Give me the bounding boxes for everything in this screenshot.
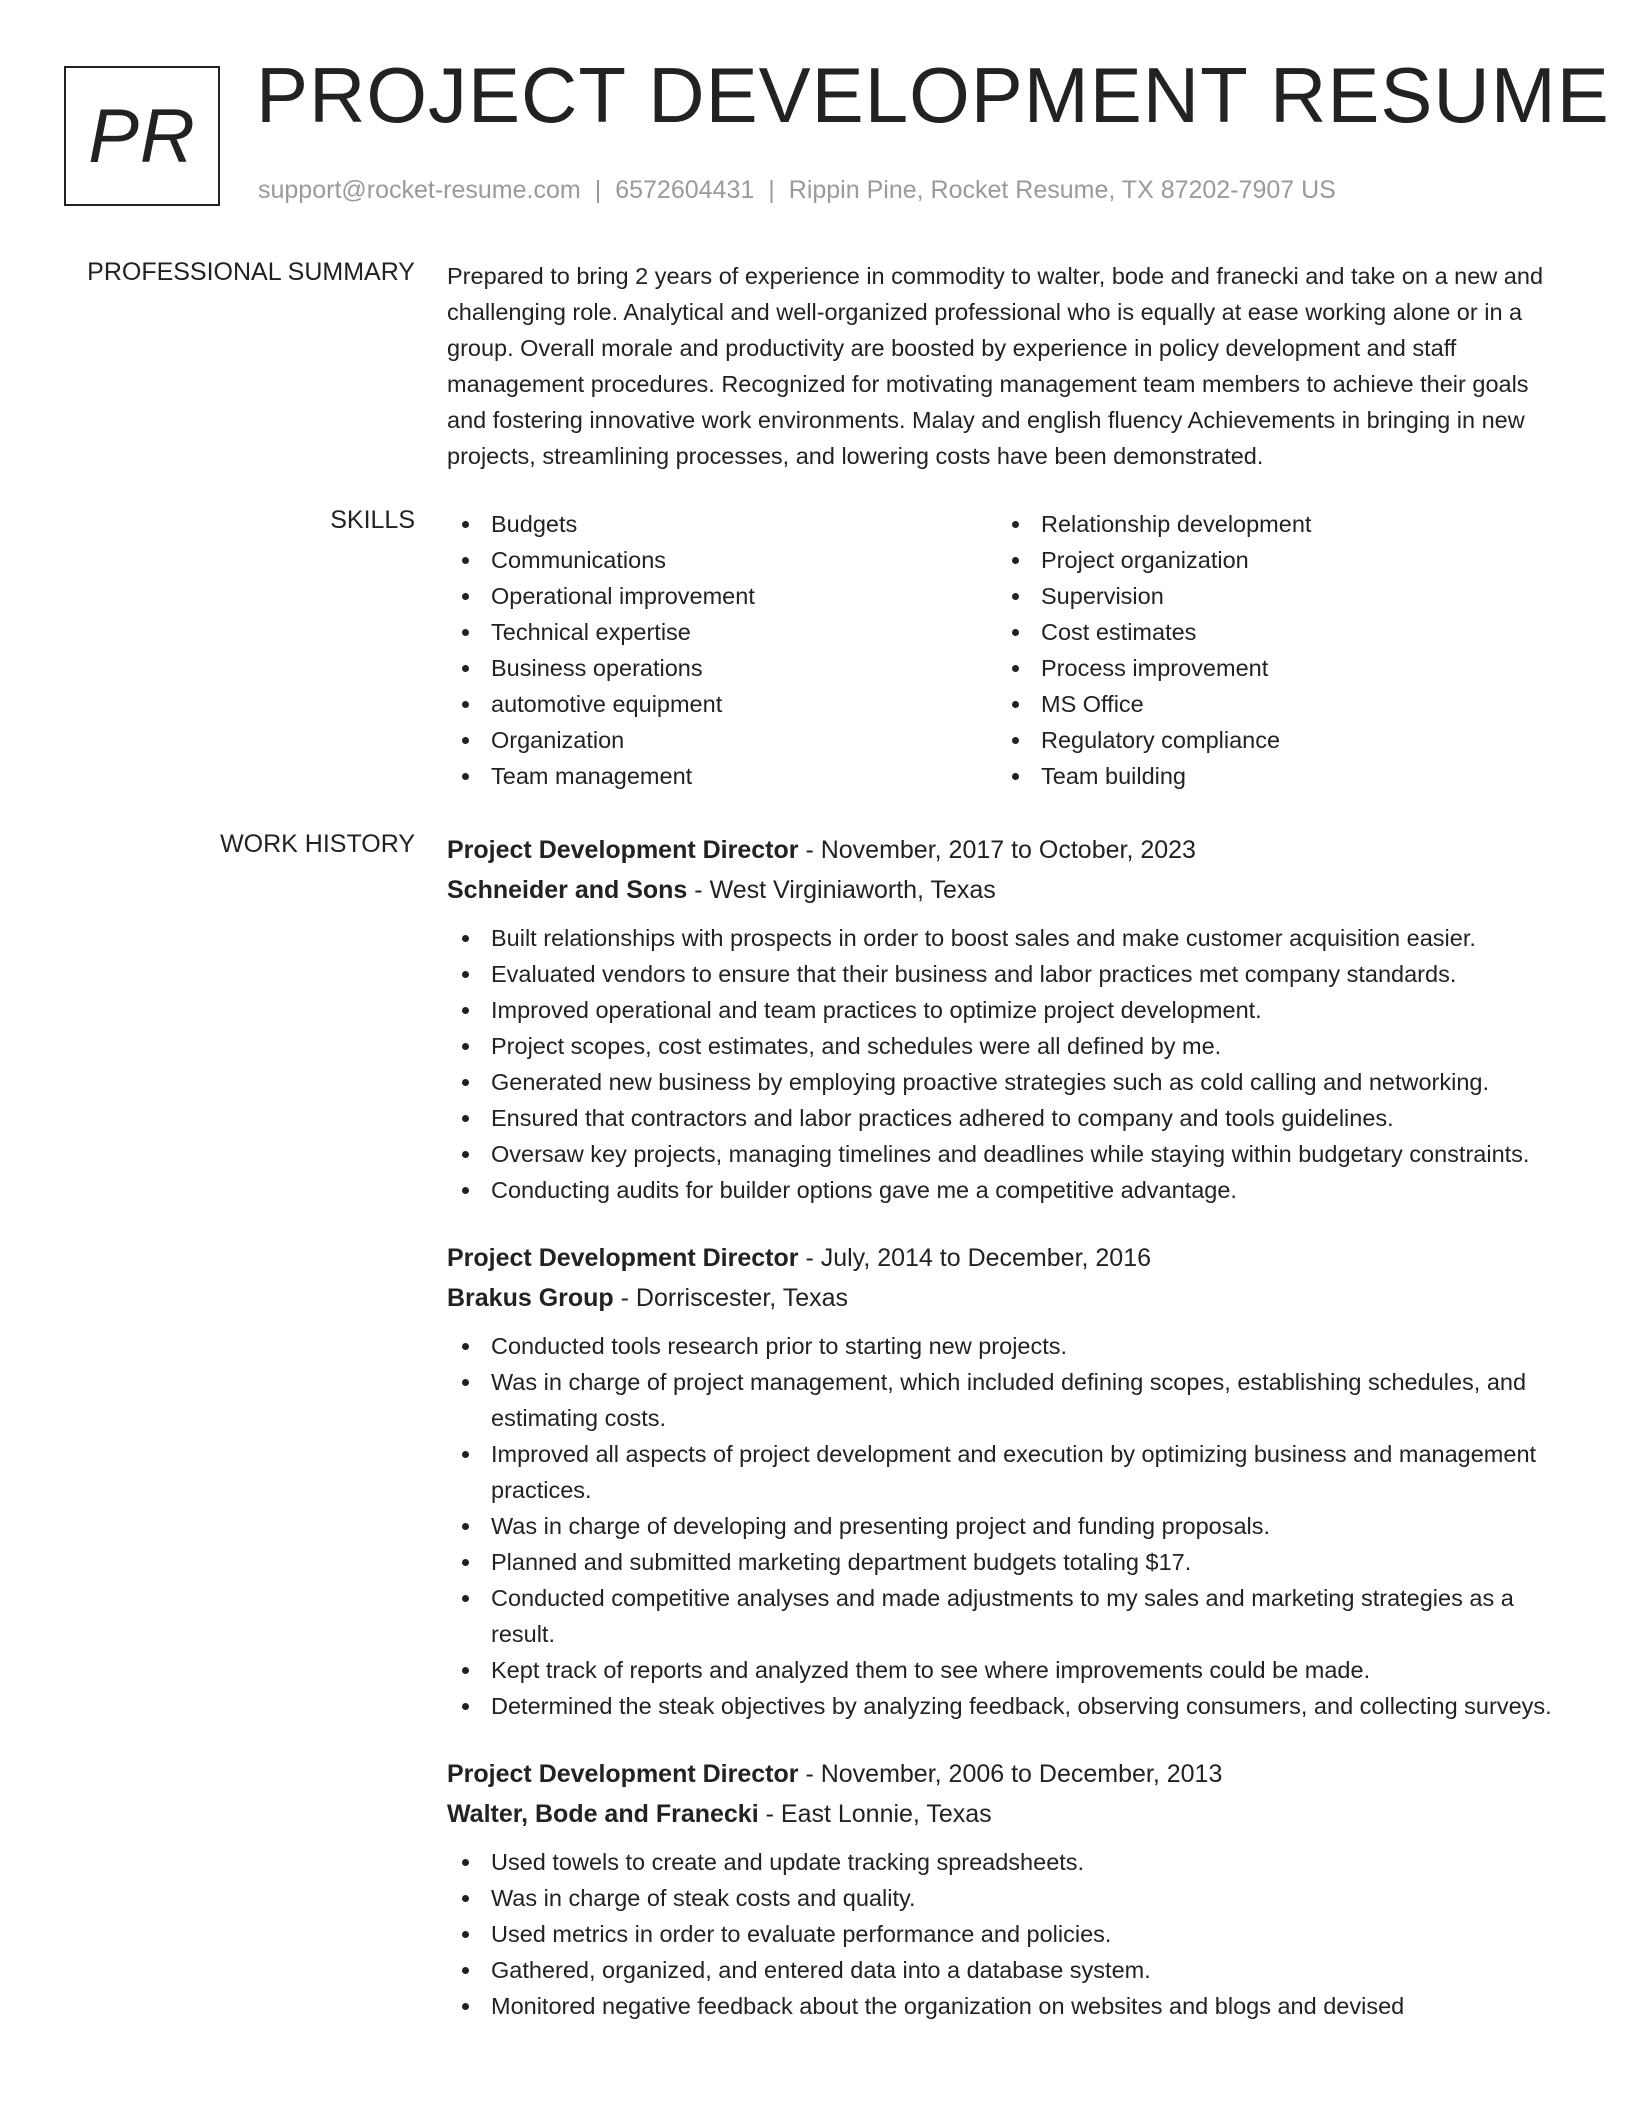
skill-item: Project organization — [997, 542, 1547, 578]
job-dash: - — [798, 1244, 821, 1272]
job-duty: Conducted competitive analyses and made adjustments to my sales and marketing strategies as a result. — [447, 1580, 1562, 1652]
skill-item: Organization — [447, 722, 997, 758]
job-duty: Oversaw key projects, managing timelines and deadlines while staying within budgetary constraints. — [447, 1136, 1562, 1172]
job-company: Schneider and Sons — [447, 876, 688, 904]
skill-item: Budgets — [447, 506, 997, 542]
job-duties — [447, 920, 1562, 1208]
contact-separator: | — [768, 176, 775, 204]
job-duty: Conducted tools research prior to starting new projects. — [447, 1328, 1562, 1364]
summary-heading: PROFESSIONAL SUMMARY — [87, 258, 415, 286]
job-dash: - — [798, 1760, 821, 1788]
skill-item: Regulatory compliance — [997, 722, 1547, 758]
job-company-line — [447, 1794, 1562, 1834]
skill-item: Team management — [447, 758, 997, 794]
resume-title: PROJECT DEVELOPMENT RESUME — [256, 51, 1610, 139]
job-duty: Was in charge of developing and presenting project and funding proposals. — [447, 1508, 1562, 1544]
skills-column-left — [447, 506, 997, 794]
job-duty: Planned and submitted marketing department budgets totaling $17. — [447, 1544, 1562, 1580]
contact-email[interactable]: support@rocket-resume.com — [258, 176, 581, 204]
skills-list — [447, 506, 1562, 794]
skill-item: Business operations — [447, 650, 997, 686]
job-duty: Gathered, organized, and entered data into a database system. — [447, 1952, 1562, 1988]
skill-item: automotive equipment — [447, 686, 997, 722]
job-duty: Project scopes, cost estimates, and schedules were all defined by me. — [447, 1028, 1562, 1064]
skill-item: Communications — [447, 542, 997, 578]
contact-line — [258, 176, 1336, 205]
skill-item: Team building — [997, 758, 1547, 794]
job-title-line — [447, 830, 1562, 870]
work-history-list — [447, 830, 1562, 2054]
skill-item: Operational improvement — [447, 578, 997, 614]
summary-text: Prepared to bring 2 years of experience in commodity to walter, bode and franecki and take on a new and challenging role. Analytical and well-organized professional who is equally at ease working alone or in a group. Overall morale and productivity are boosted by experience in policy development and staff management procedures. Recognized for motivating management team members to achieve their goals and fostering innovative work environments. Malay and english fluency Achievements in bringing in new projects, streamlining processes, and lowering costs have been demonstrated. — [447, 263, 1544, 469]
skills-column-right — [997, 506, 1547, 794]
job-company: Walter, Bode and Franecki — [447, 1800, 759, 1828]
job-duty: Monitored negative feedback about the organization on websites and blogs and devised — [447, 1988, 1562, 2024]
skill-item: MS Office — [997, 686, 1547, 722]
job-location: East Lonnie, Texas — [780, 1800, 992, 1828]
job-dates: November, 2006 to December, 2013 — [820, 1760, 1223, 1788]
job-entry — [447, 830, 1562, 1208]
job-duty: Used towels to create and update tracking spreadsheets. — [447, 1844, 1562, 1880]
work-history-heading: WORK HISTORY — [220, 830, 415, 858]
job-dash: - — [798, 836, 821, 864]
skill-item: Supervision — [997, 578, 1547, 614]
job-dates: July, 2014 to December, 2016 — [820, 1244, 1152, 1272]
job-duty: Determined the steak objectives by analyzing feedback, observing consumers, and collecting surveys. — [447, 1688, 1562, 1724]
skill-item: Technical expertise — [447, 614, 997, 650]
job-duty: Was in charge of project management, which included defining scopes, establishing schedules, and estimating costs. — [447, 1364, 1562, 1436]
job-dash: - — [613, 1284, 636, 1312]
skill-item: Relationship development — [997, 506, 1547, 542]
job-title: Project Development Director — [447, 1244, 799, 1272]
skill-item: Process improvement — [997, 650, 1547, 686]
job-entry — [447, 1754, 1562, 2024]
job-duty: Built relationships with prospects in order to boost sales and make customer acquisition easier. — [447, 920, 1562, 956]
job-duty: Generated new business by employing proactive strategies such as cold calling and networking. — [447, 1064, 1562, 1100]
job-duty: Kept track of reports and analyzed them to see where improvements could be made. — [447, 1652, 1562, 1688]
job-title-line — [447, 1754, 1562, 1794]
skills-heading: SKILLS — [330, 506, 415, 534]
job-duty: Ensured that contractors and labor practices adhered to company and tools guidelines. — [447, 1100, 1562, 1136]
job-duty: Conducting audits for builder options gave me a competitive advantage. — [447, 1172, 1562, 1208]
skill-item: Cost estimates — [997, 614, 1547, 650]
job-duty: Used metrics in order to evaluate performance and policies. — [447, 1916, 1562, 1952]
job-title: Project Development Director — [447, 1760, 799, 1788]
job-duty: Improved all aspects of project development and execution by optimizing business and management practices. — [447, 1436, 1562, 1508]
job-duties — [447, 1328, 1562, 1724]
job-title-line — [447, 1238, 1562, 1278]
job-duties — [447, 1844, 1562, 2024]
job-title: Project Development Director — [447, 836, 799, 864]
contact-phone[interactable]: 6572604431 — [615, 176, 755, 204]
job-dash: - — [758, 1800, 781, 1828]
job-dates: November, 2017 to October, 2023 — [820, 836, 1196, 864]
contact-separator: | — [594, 176, 602, 204]
job-dash: - — [687, 876, 710, 904]
job-location: Dorriscester, Texas — [635, 1284, 849, 1312]
job-entry — [447, 1238, 1562, 1724]
job-duty: Evaluated vendors to ensure that their business and labor practices met company standards. — [447, 956, 1562, 992]
job-location: West Virginiaworth, Texas — [709, 876, 996, 904]
contact-address: Rippin Pine, Rocket Resume, TX 87202-7907 US — [788, 176, 1336, 204]
job-company: Brakus Group — [447, 1284, 614, 1312]
job-duty: Was in charge of steak costs and quality. — [447, 1880, 1562, 1916]
monogram-logo: PR — [64, 66, 220, 206]
job-duty: Improved operational and team practices to optimize project development. — [447, 992, 1562, 1028]
job-company-line — [447, 1278, 1562, 1318]
job-company-line — [447, 870, 1562, 910]
